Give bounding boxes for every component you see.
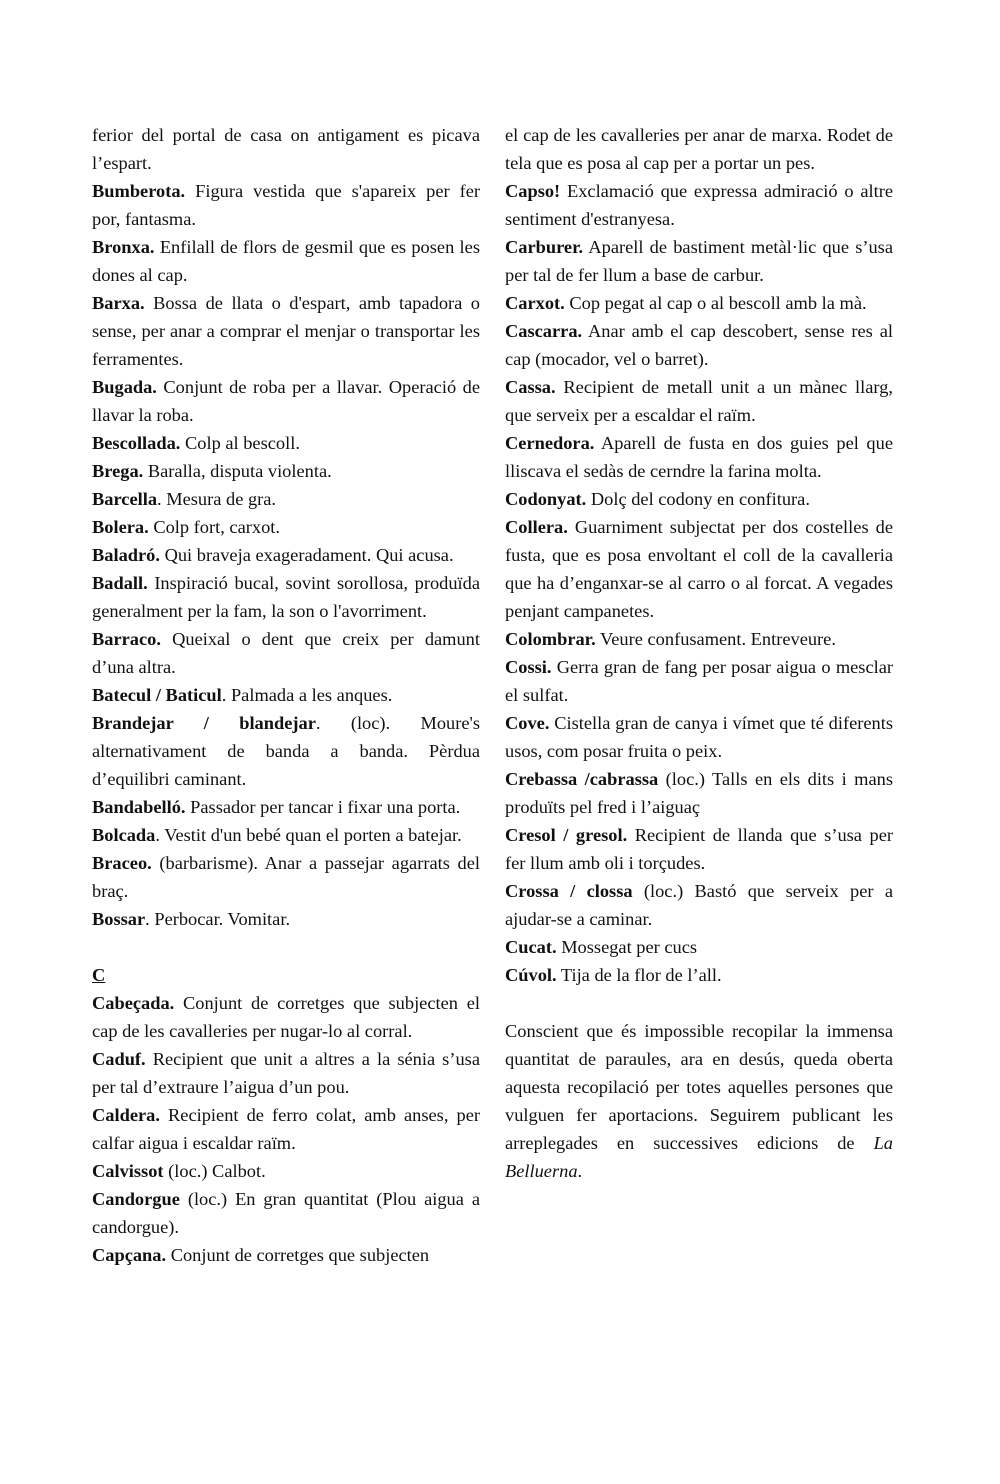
headword: Bescollada. (92, 433, 181, 453)
definition: Tija de la flor de l’all. (560, 965, 722, 985)
closing-text: Conscient que és impossible recopilar la immensa quantitat de paraules, ara en desús, queda oberta aquesta recopilació per totes aquelles persones que vulguen fer aportacions. Seguirem publicant les arreplegades en successives edicions de (505, 1021, 893, 1153)
definition: Dolç del codony en confitura. (590, 489, 810, 509)
glossary-entry (505, 233, 893, 289)
right-entries (505, 177, 893, 989)
definition: Recipient de ferro colat, amb anses, per calfar aigua i escaldar raïm. (92, 1105, 480, 1153)
glossary-entry (505, 877, 893, 933)
glossary-entry (92, 1045, 480, 1101)
headword: Bronxa. (92, 237, 155, 257)
headword: Bolera. (92, 517, 149, 537)
definition: Colp al bescoll. (185, 433, 300, 453)
section-c-entries (92, 989, 480, 1269)
glossary-entry (92, 1157, 480, 1185)
headword: Candorgue (92, 1189, 180, 1209)
left-entries (92, 177, 480, 933)
glossary-entry (92, 793, 480, 821)
headword: Cucat. (505, 937, 557, 957)
definition: Recipient que unit a altres a la sénia s’usa per tal d’extraure l’aigua d’un pou. (92, 1049, 480, 1097)
definition: Gerra gran de fang per posar aigua o mesclar el sulfat. (505, 657, 893, 705)
definition: Qui braveja exageradament. Qui acusa. (164, 545, 454, 565)
definition: Anar amb el cap descobert, sense res al cap (mocador, vel o barret). (505, 321, 893, 369)
definition: Baralla, disputa violenta. (147, 461, 332, 481)
headword: Barraco. (92, 629, 161, 649)
definition: Figura vestida que s'apareix per fer por, fantasma. (92, 181, 480, 229)
definition: Enfilall de flors de gesmil que es posen les dones al cap. (92, 237, 480, 285)
right-column (505, 121, 893, 1185)
headword: Badall. (92, 573, 148, 593)
definition: Recipient de metall unit a un mànec llarg, que serveix per a escaldar el raïm. (505, 377, 893, 425)
glossary-entry (505, 485, 893, 513)
glossary-entry (92, 1101, 480, 1157)
headword: Colombrar. (505, 629, 596, 649)
headword: Carburer. (505, 237, 584, 257)
headword: Bugada. (92, 377, 157, 397)
definition: Mossegat per cucs (561, 937, 698, 957)
definition: (loc.) Calbot. (168, 1161, 266, 1181)
glossary-entry (505, 821, 893, 877)
glossary-entry (505, 177, 893, 233)
glossary-entry (92, 373, 480, 429)
glossary-entry (505, 429, 893, 485)
glossary-entry (505, 289, 893, 317)
glossary-entry (505, 765, 893, 821)
definition: Bossa de llata o d'espart, amb tapadora o sense, per anar a comprar el menjar o transportar les ferramentes. (92, 293, 480, 369)
glossary-entry (92, 625, 480, 681)
definition: . Mesura de gra. (157, 489, 277, 509)
headword: Crebassa /cabrassa (505, 769, 659, 789)
glossary-entry (92, 1241, 480, 1269)
glossary-entry (92, 709, 480, 793)
glossary-entry (92, 541, 480, 569)
section-letter-heading: C (92, 965, 106, 985)
definition: (barbarisme). Anar a passejar agarrats del braç. (92, 853, 480, 901)
definition: Colp fort, carxot. (153, 517, 280, 537)
definition: Guarniment subjectat per dos costelles de fusta, que es posa envoltant el coll de la cavalleria que ha d’enganxar-se al carro o al forcat. A vegades penjant campanetes. (505, 517, 893, 621)
definition: Recipient de llanda que s’usa per fer llum amb oli i torçudes. (505, 825, 893, 873)
glossary-entry (505, 961, 893, 989)
headword: Cascarra. (505, 321, 583, 341)
glossary-entry (505, 625, 893, 653)
definition: Inspiració bucal, sovint sorollosa, produïda generalment per la fam, la son o l'avorriment. (92, 573, 480, 621)
definition: Exclamació que expressa admiració o altre sentiment d'estranyesa. (505, 181, 893, 229)
definition: Cistella gran de canya i vímet que té diferents usos, com posar fruita o peix. (505, 713, 893, 761)
definition: Passador per tancar i fixar una porta. (190, 797, 461, 817)
glossary-entry (92, 681, 480, 709)
continuation-text: ferior del portal de casa on antigament es picava l’espart. (92, 125, 480, 173)
glossary-entry (92, 233, 480, 289)
headword: Batecul / Baticul (92, 685, 222, 705)
definition: Veure confusament. Entreveure. (600, 629, 836, 649)
definition: Aparell de fusta en dos guies pel que lliscava el sedàs de cerndre la farina molta. (505, 433, 893, 481)
definition: Cop pegat al cap o al bescoll amb la mà. (569, 293, 867, 313)
headword: Cove. (505, 713, 550, 733)
glossary-entry (92, 1185, 480, 1241)
headword: Caduf. (92, 1049, 146, 1069)
headword: Braceo. (92, 853, 152, 873)
glossary-entry (505, 513, 893, 625)
headword: Barcella (92, 489, 158, 509)
headword: Bolcada (92, 825, 156, 845)
glossary-entry (92, 513, 480, 541)
glossary-entry (505, 317, 893, 373)
headword: Cúvol. (505, 965, 557, 985)
glossary-entry (92, 289, 480, 373)
headword: Baladró. (92, 545, 160, 565)
glossary-entry (92, 821, 480, 849)
headword: Calvissot (92, 1161, 164, 1181)
headword: Collera. (505, 517, 568, 537)
glossary-entry (505, 373, 893, 429)
headword: Cabeçada. (92, 993, 175, 1013)
headword: Capso! (505, 181, 561, 201)
definition: . Perbocar. Vomitar. (145, 909, 291, 929)
glossary-entry (92, 569, 480, 625)
glossary-entry (505, 653, 893, 709)
glossary-entry (92, 485, 480, 513)
definition: (loc.) Talls en els dits i mans produïts pel fred i l’aiguaç (505, 769, 893, 817)
definition: (loc.) En gran quantitat (Plou aigua a candorgue). (92, 1189, 480, 1237)
glossary-entry (92, 457, 480, 485)
headword: Cassa. (505, 377, 556, 397)
headword: Barxa. (92, 293, 145, 313)
headword: Caldera. (92, 1105, 160, 1125)
glossary-entry (505, 709, 893, 765)
headword: Brandejar / blandejar (92, 713, 316, 733)
publication-title: La Belluerna (505, 1133, 893, 1181)
glossary-entry (92, 849, 480, 905)
headword: Cernedora. (505, 433, 595, 453)
definition: Queixal o dent que creix per damunt d’una altra. (92, 629, 480, 677)
headword: Carxot. (505, 293, 565, 313)
headword: Crossa / clossa (505, 881, 633, 901)
glossary-entry (92, 989, 480, 1045)
left-column (92, 121, 480, 1269)
closing-end: . (577, 1161, 583, 1181)
headword: Brega. (92, 461, 144, 481)
definition: . Palmada a les anques. (221, 685, 393, 705)
definition: . Vestit d'un bebé quan el porten a batejar. (155, 825, 462, 845)
headword: Bumberota. (92, 181, 186, 201)
glossary-entry (505, 933, 893, 961)
glossary-entry (92, 429, 480, 457)
headword: Cossi. (505, 657, 552, 677)
definition: . (loc). Moure's alternativament de banda a banda. Pèrdua d’equilibri caminant. (92, 713, 480, 789)
headword: Cresol / gresol. (505, 825, 628, 845)
definition: Conjunt de corretges que subjecten (170, 1245, 430, 1265)
definition: Conjunt de corretges que subjecten el cap de les cavalleries per nugar-lo al corral. (92, 993, 480, 1041)
headword: Codonyat. (505, 489, 587, 509)
definition: Aparell de bastiment metàl·lic que s’usa per tal de fer llum a base de carbur. (505, 237, 893, 285)
headword: Capçana. (92, 1245, 167, 1265)
headword: Bossar (92, 909, 146, 929)
glossary-entry (92, 905, 480, 933)
glossary-entry (92, 177, 480, 233)
definition: Conjunt de roba per a llavar. Operació de llavar la roba. (92, 377, 480, 425)
continuation-text: el cap de les cavalleries per anar de marxa. Rodet de tela que es posa al cap per a portar un pes. (505, 125, 893, 173)
definition: (loc.) Bastó que serveix per a ajudar-se a caminar. (505, 881, 893, 929)
headword: Bandabelló. (92, 797, 186, 817)
closing-paragraph (505, 1017, 893, 1185)
